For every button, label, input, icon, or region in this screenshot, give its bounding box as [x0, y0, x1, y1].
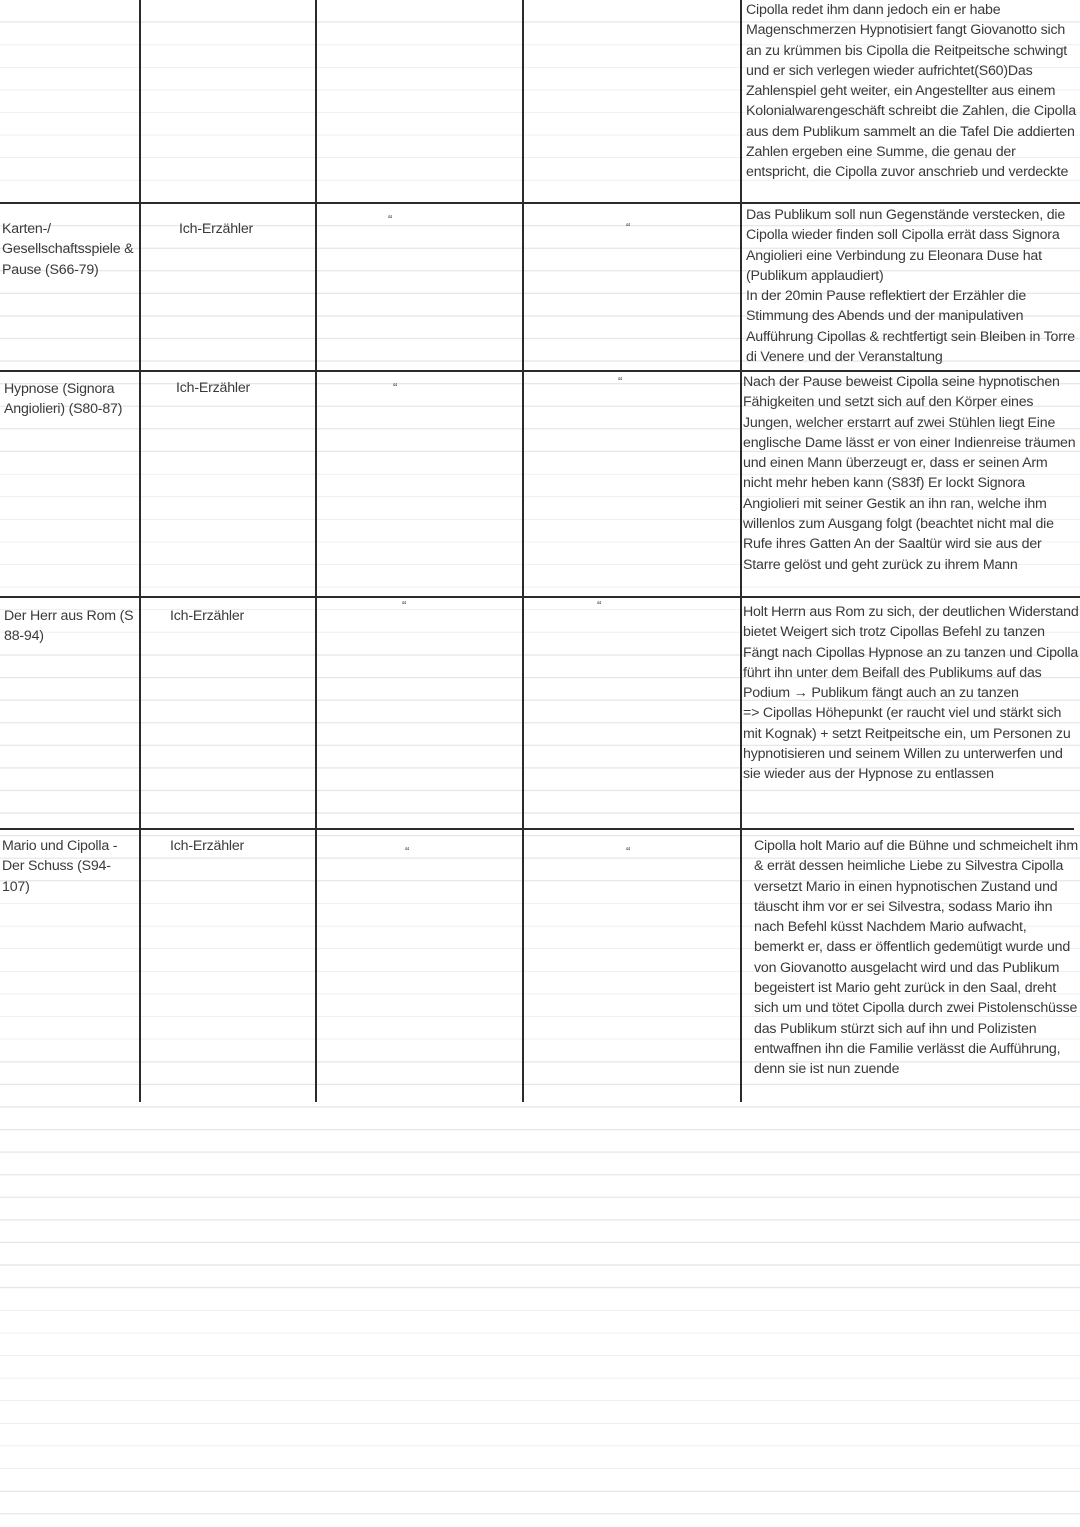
plot-summary-cell: [743, 602, 1079, 785]
plot-summary-text: Holt Herrn aus Rom zu sich, der deutlichen Widerstand bietet Weigert sich trotz Cipollas Befehl zu tanzen Fängt nach Cipollas Hypnose an zu tanzen und Cipolla führt ihn unter dem Beifall des Publikums auf das Podium → Publikum fängt auch an zu tanzen: [743, 604, 1079, 702]
ditto-mark: “: [626, 220, 631, 235]
plot-summary-text: Das Publikum soll nun Gegenstände verstecken, die Cipolla wieder finden soll Cipolla errät dass Signora Angiolieri eine Verbindung zu Eleonara Duse hat (Publikum applaudiert): [746, 207, 1066, 284]
ditto-mark: “: [405, 844, 410, 859]
plot-summary-cell: [754, 836, 1078, 1080]
narrator-cell: Ich-Erzähler: [176, 380, 251, 396]
section-title-cell: Der Herr aus Rom (S 88-94): [4, 608, 134, 645]
plot-summary-text: => Cipollas Höhepunkt (er raucht viel und stärkt sich mit Kognak) + setzt Reitpeitsche ein, um Personen zu hypnotisieren und seinem Willen zu unterwerfen und sie wieder aus der Hypnose zu entlassen: [743, 705, 1071, 783]
plot-summary-text: Nach der Pause beweist Cipolla seine hypnotischen Fähigkeiten und setzt sich auf den Körper eines Jungen, welcher erstarrt auf zwei Stühlen liegt Eine englische Dame lässt er von einer Indienreise träumen und einen Mann überzeugt er, dass er seinen Arm nicht mehr heben kann (S83f) Er lockt Signora Angiolieri mit seiner Gestik an ihn ran, welche ihm willenlos zum Ausgang folgt (beachtet nicht mal die Rufe ihres Gatten An der Saaltür wird sie aus der Starre gelöst und geht zurück zu ihrem Mann: [743, 374, 1076, 573]
narrator-cell: Ich-Erzähler: [170, 608, 245, 624]
plot-summary-cell: [743, 372, 1079, 575]
row-divider-4: [0, 828, 1074, 830]
column-divider-2: [315, 0, 317, 1102]
plot-summary-text: Cipolla holt Mario auf die Bühne und schmeichelt ihm & errät dessen heimliche Liebe zu Silvestra Cipolla versetzt Mario in einen hypnotischen Zustand und täuscht ihm vor er sei Silvestra, sodass Mario ihn nach Befehl küsst Nachdem Mario aufwacht, bemerkt er, dass er öffentlich gedemütigt wurde und von Giovanotto ausgelacht wird und das Publikum begeistert ist Mario geht zurück in den Saal, dreht sich um und tötet Cipolla durch zwei Pistolenschüsse das Publikum stürzt sich auf ihn und Polizisten entwaffnen ihn die Familie verlässt die Aufführung, denn sie ist nun zuende: [754, 838, 1078, 1078]
plot-summary-text: Cipolla redet ihm dann jedoch ein er habe Magenschmerzen Hypnotisiert fangt Giovanotto sich an zu krümmen bis Cipolla die Reitpeitsche schwingt und er sich verlegen wieder aufrichtet(S60)Das Zahlenspiel geht weiter, ein Angestellter aus einem Kolonialwarengeschäft schreibt die Zahlen, die Cipolla aus dem Publikum sammelt an die Tafel Die addierten Zahlen ergeben eine Summe, die genau der entspricht, die Cipolla zuvor anschrieb und verdeckte: [746, 2, 1076, 181]
column-divider-3: [522, 0, 524, 1102]
section-title-cell: Hypnose (Signora Angiolieri) (S80-87): [4, 381, 123, 418]
plot-summary-cell: [746, 205, 1080, 367]
narrator-cell: Ich-Erzähler: [179, 221, 254, 237]
section-title-cell: Mario und Cipolla - Der Schuss (S94-107): [2, 838, 118, 895]
ditto-mark: “: [402, 598, 407, 613]
ditto-mark: “: [597, 598, 602, 613]
ditto-mark: “: [618, 374, 623, 389]
ditto-mark: “: [626, 844, 631, 859]
column-divider-4: [740, 0, 742, 1102]
ditto-mark: “: [388, 212, 393, 227]
column-divider-1: [139, 0, 141, 1102]
row-divider-3: [0, 596, 1080, 598]
row-divider-1: [0, 202, 1080, 204]
ditto-mark: “: [393, 380, 398, 395]
narrator-cell: Ich-Erzähler: [170, 838, 245, 854]
plot-summary-text: In der 20min Pause reflektiert der Erzähler die Stimmung des Abends und der manipulativen Aufführung Cipollas & rechtfertigt sein Bleiben in Torre di Venere und der Veranstaltung: [746, 288, 1075, 366]
section-title-cell: Karten-/ Gesellschaftsspiele & Pause (S66-79): [2, 221, 134, 278]
plot-summary-cell: [746, 0, 1080, 183]
